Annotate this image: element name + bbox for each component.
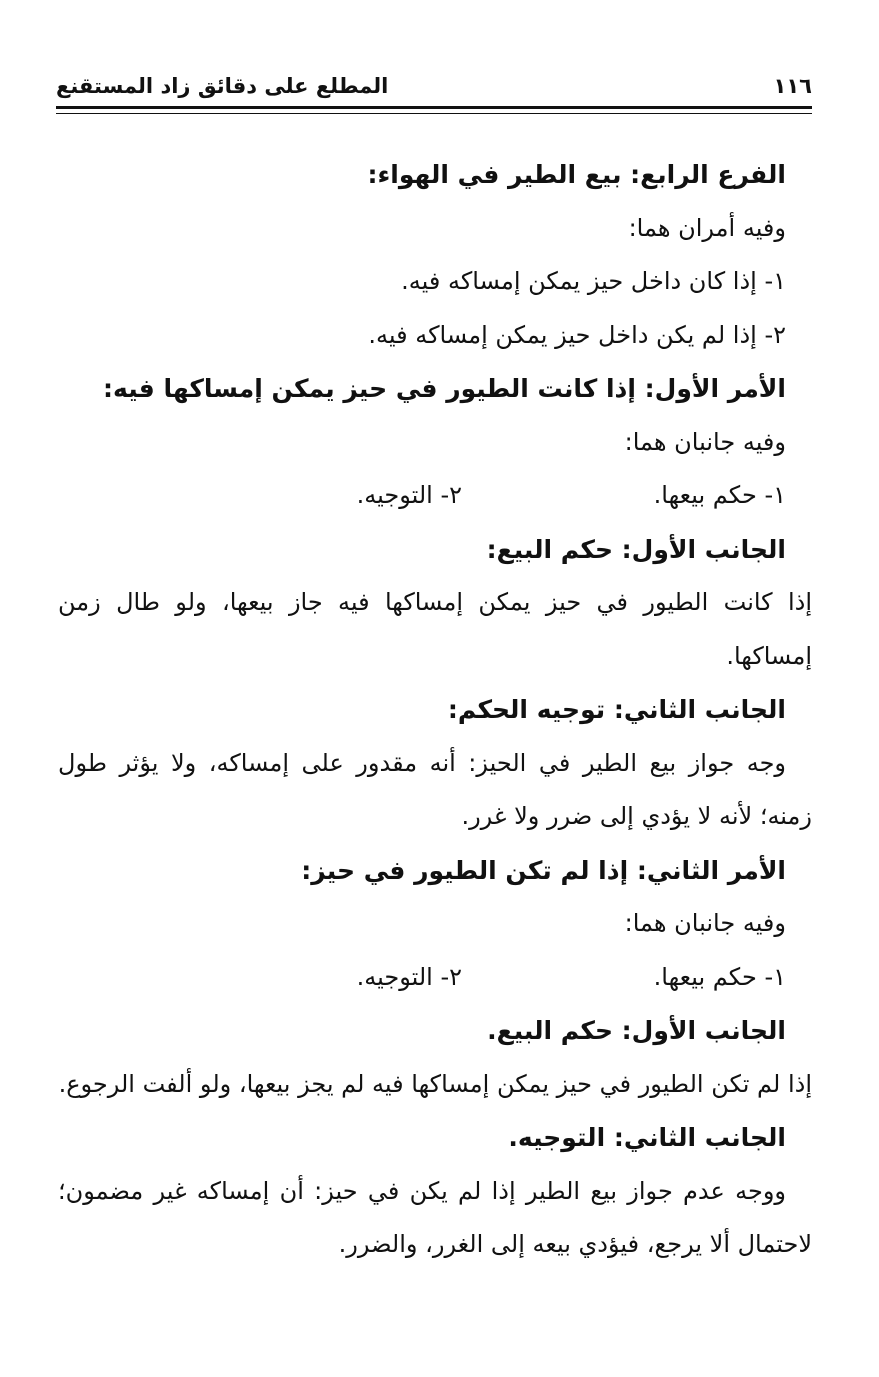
paragraph-line: إذا لم تكن الطيور في حيز يمكن إمساكها فيه لم يجز بيعها، ولو ألفت الرجوع. — [58, 1069, 812, 1098]
paragraph-line: إمساكها. — [726, 641, 812, 670]
paragraph: وفيه أمران هما: — [628, 213, 786, 242]
paragraph-line: إذا كانت الطيور في حيز يمكن إمساكها فيه جاز بيعها، ولو طال زمن — [58, 588, 812, 616]
list-item: ١- حكم بيعها. — [653, 962, 786, 991]
book-title: المطلع على دقائق زاد المستقنع — [56, 74, 389, 98]
aspect-heading: الجانب الأول: حكم البيع. — [487, 1016, 786, 1045]
list-item: ٢- التوجيه. — [356, 481, 462, 509]
paragraph-line: زمنه؛ لأنه لا يؤدي إلى ضرر ولا غرر. — [461, 802, 812, 830]
paragraph-line: لاحتمال ألا يرجع، فيؤدي بيعه إلى الغرر، والضرر. — [338, 1230, 812, 1258]
header-rule-thin — [56, 113, 812, 114]
subsection-heading: الأمر الثاني: إذا لم تكن الطيور في حيز: — [301, 855, 786, 885]
spacer — [462, 469, 626, 523]
subsection-heading: الأمر الأول: إذا كانت الطيور في حيز يمكن إمساكها فيه: — [103, 374, 786, 403]
header-rule-thick — [56, 106, 812, 109]
spacer — [462, 951, 626, 1005]
section-heading: الفرع الرابع: بيع الطير في الهواء: — [367, 160, 786, 189]
list-item: ١- إذا كان داخل حيز يمكن إمساكه فيه. — [401, 267, 786, 295]
aspect-heading: الجانب الأول: حكم البيع: — [486, 534, 786, 564]
paragraph-line: ووجه عدم جواز بيع الطير إذا لم يكن في حيز: أن إمساكه غير مضمون؛ — [58, 1176, 786, 1205]
aspect-heading: الجانب الثاني: توجيه الحكم: — [447, 695, 786, 724]
inline-list — [58, 951, 812, 1005]
inline-list — [58, 469, 812, 523]
list-item: ١- حكم بيعها. — [653, 481, 786, 509]
list-item: ٢- إذا لم يكن داخل حيز يمكن إمساكه فيه. — [368, 320, 786, 349]
paragraph: وفيه جانبان هما: — [624, 909, 786, 937]
running-header — [56, 70, 812, 102]
list-item: ٢- التوجيه. — [356, 962, 462, 991]
page-body — [58, 148, 812, 1272]
paragraph: وفيه جانبان هما: — [624, 427, 786, 456]
aspect-heading: الجانب الثاني: التوجيه. — [508, 1123, 786, 1152]
paragraph-line: وجه جواز بيع الطير في الحيز: أنه مقدور على إمساكه، ولا يؤثر طول — [58, 748, 786, 777]
page-number: ١١٦ — [773, 74, 812, 98]
